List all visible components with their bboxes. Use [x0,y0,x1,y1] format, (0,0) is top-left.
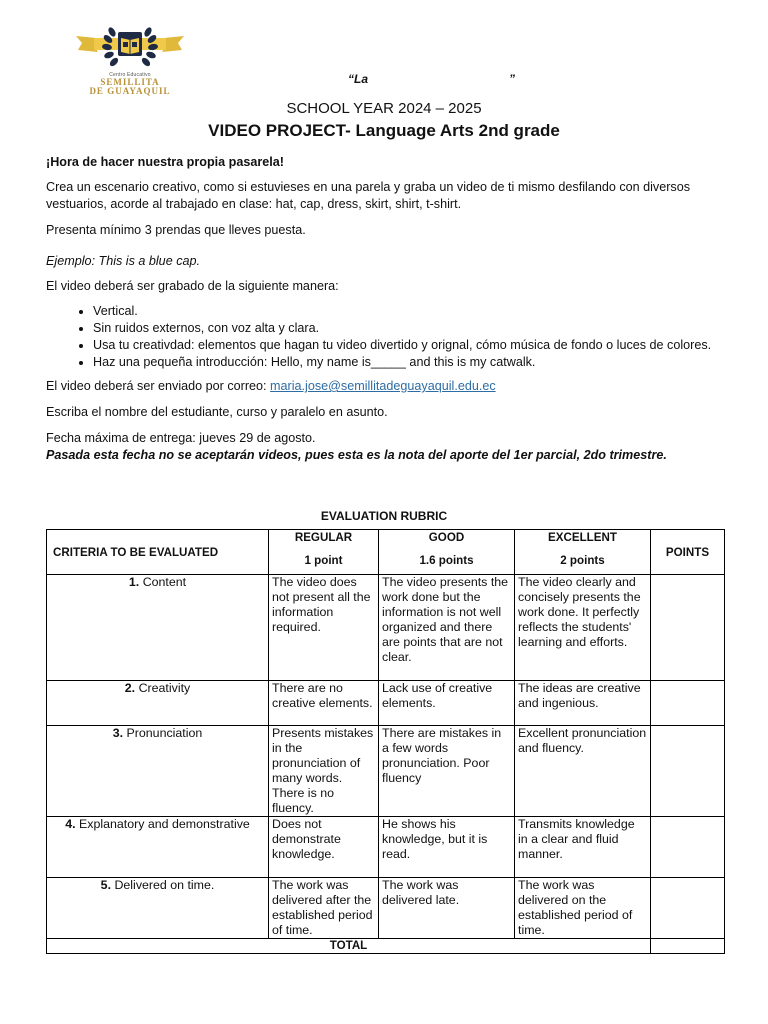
criterion-number: 1. [128,575,140,589]
school-name-small: Centro Educativo [109,72,151,78]
criterion-label: Creativity [138,681,191,695]
rubric-title: EVALUATION RUBRIC [320,509,448,523]
regular-cell: The work was delivered after the established period of time. [269,878,379,939]
table-row [47,681,725,726]
header-regular-label: REGULAR [294,531,353,544]
school-year: SCHOOL YEAR 2024 – 2025 [286,100,482,117]
good-cell: Lack use of creative elements. [379,681,515,726]
instructions-paragraph-3: El video deberá ser grabado de la siguiente manera: [46,279,339,293]
criterion-number: 3. [112,726,124,740]
criterion-cell [47,817,269,878]
school-name [78,72,182,96]
list-item: • Usa tu creativdad: elementos que hagan tu video divertido y orignal, cómo música de fondo o luces de colores. [93,337,726,354]
criterion-cell [47,575,269,681]
header-good-label: GOOD [428,531,465,544]
school-name-line1: SEMILLITA [100,77,160,87]
header-regular [269,530,379,575]
instructions-paragraph-1: Crea un escenario creativo, como si estuvieses en una parela y graba un video de ti mismo desfilando con diversos vestuarios, acorde al trabajado en clase: hat, cap, dress, skirt, shirt, t-shirt. [46,180,691,211]
good-cell: The work was delivered late. [379,878,515,939]
deadline-note: Pasada esta fecha no se aceptarán videos, pues esta es la nota del aporte del 1er parcial, 2do trimestre. [46,448,667,462]
excellent-cell: The ideas are creative and ingenious. [515,681,651,726]
table-header-row [47,530,725,575]
points-cell[interactable] [651,575,725,681]
criterion-label: Content [142,575,187,589]
instructions-paragraph-5: Escriba el nombre del estudiante, curso y paralelo en asunto. [46,405,388,419]
instructions-paragraph-2: Presenta mínimo 3 prendas que lleves puesta. [46,223,306,237]
excellent-cell: Transmits knowledge in a clear and fluid manner. [515,817,651,878]
criterion-cell [47,681,269,726]
instructions [46,154,726,464]
points-cell[interactable] [651,817,725,878]
points-cell[interactable] [651,726,725,817]
page-title: VIDEO PROJECT- Language Arts 2nd grade [208,121,560,140]
due-date: Fecha máxima de entrega: jueves 29 de agosto. [46,431,316,445]
criterion-cell [47,726,269,817]
criterion-number: 5. [100,878,112,892]
list-item: • Haz una pequeña introducción: Hello, my name is_____ and this is my catwalk. [93,354,726,371]
evaluation-rubric-table [46,529,725,954]
regular-cell: The video does not present all the information required. [269,575,379,681]
good-cell: He shows his knowledge, but it is read. [379,817,515,878]
criterion-label: Explanatory and demonstrative [78,817,250,831]
requirements-list [46,303,726,371]
total-points-cell[interactable] [651,939,725,954]
regular-cell: Does not demonstrate knowledge. [269,817,379,878]
header-good [379,530,515,575]
email-link[interactable]: maria.jose@semillitadeguayaquil.edu.ec [270,379,496,393]
good-cell: There are mistakes in a few words pronunciation. Poor fluency [379,726,515,817]
quote-close: ” [509,72,515,86]
instructions-heading: ¡Hora de hacer nuestra propia pasarela! [46,155,284,169]
header-points: POINTS [651,530,725,575]
header-regular-points: 1 point [304,554,343,567]
regular-cell: Presents mistakes in the pronunciation of many words. There is no fluency. [269,726,379,817]
total-label: TOTAL [47,939,651,954]
good-cell: The video presents the work done but the information is not well organized and there are points that are not clear. [379,575,515,681]
criterion-cell [47,878,269,939]
criterion-number: 2. [124,681,136,695]
laurel-book-emblem-icon [74,22,186,74]
regular-cell: There are no creative elements. [269,681,379,726]
email-paragraph [46,378,726,395]
header-excellent-points: 2 points [560,554,605,567]
example-text: Ejemplo: This is a blue cap. [46,254,200,268]
table-row [47,726,725,817]
quote-open: “La [348,72,369,86]
header-good-points: 1.6 points [419,554,474,567]
header-excellent-label: EXCELLENT [548,531,617,544]
criterion-label: Delivered on time. [114,878,215,892]
table-row [47,878,725,939]
school-name-line2: DE GUAYAQUIL [89,86,171,96]
points-cell[interactable] [651,681,725,726]
points-cell[interactable] [651,878,725,939]
criterion-number: 4. [65,817,76,831]
table-row [47,575,725,681]
excellent-cell: Excellent pronunciation and fluency. [515,726,651,817]
excellent-cell: The work was delivered on the established period of time. [515,878,651,939]
header-criteria: CRITERIA TO BE EVALUATED [47,530,269,575]
total-row [47,939,725,954]
excellent-cell: The video clearly and concisely presents the work done. It perfectly reflects the students' learning and efforts. [515,575,651,681]
criterion-label: Pronunciation [126,726,203,740]
header-excellent [515,530,651,575]
list-item: • Vertical. [93,303,726,320]
table-row [47,817,725,878]
list-item: • Sin ruidos externos, con voz alta y clara. [93,320,726,337]
email-label: El video deberá ser enviado por correo: [46,379,271,393]
